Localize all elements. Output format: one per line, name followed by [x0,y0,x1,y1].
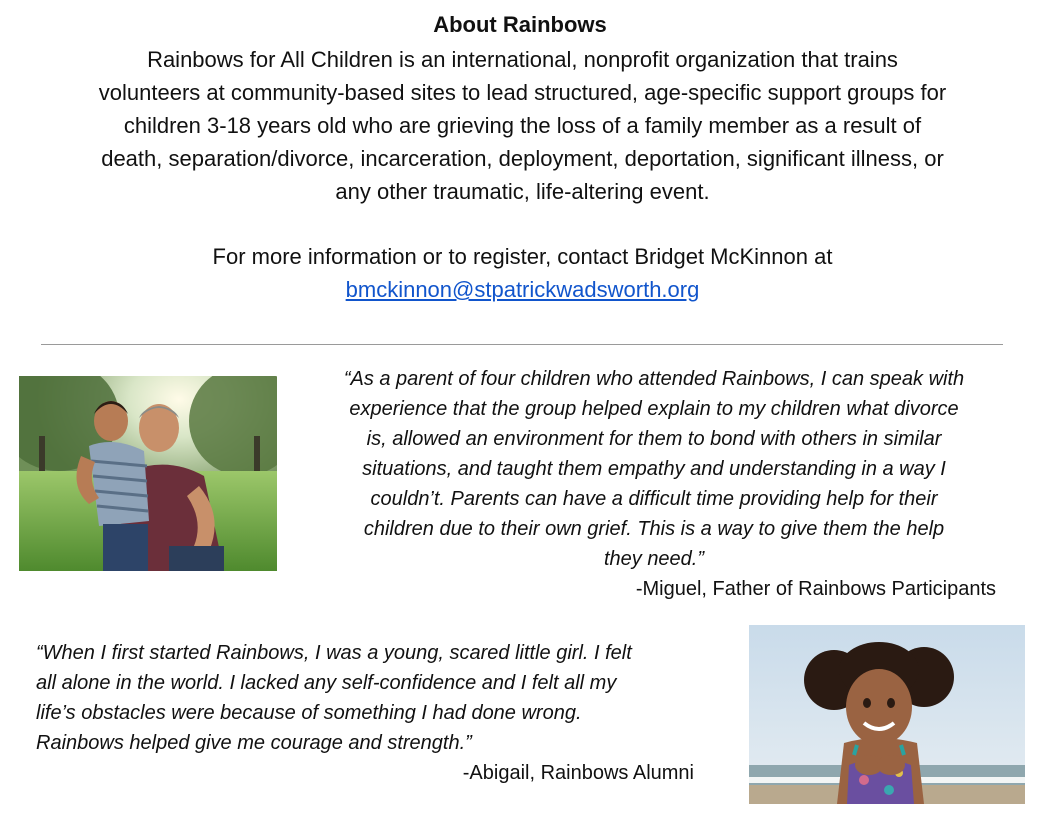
quote-line: children due to their own grief. This is a way to give them the help [363,518,945,540]
about-line: children 3-18 years old who are grieving the loss of a family member as a result of [123,113,922,138]
about-paragraph [30,43,1015,208]
testimonial-quote [36,638,736,758]
quote-line: “When I first started Rainbows, I was a young, scared little girl. I felt [36,642,632,664]
contact-paragraph [30,240,1015,306]
quote-line: they need.” [603,548,705,570]
quote-line: Rainbows helped give me courage and strength.” [36,732,472,754]
email-link[interactable]: bmckinnon@stpatrickwadsworth.org [345,277,700,302]
testimonial-attribution: -Abigail, Rainbows Alumni [462,762,694,784]
smiling-girl-beach-photo [749,625,1025,804]
contact-text: For more information or to register, contact Bridget McKinnon at [212,244,833,269]
quote-line: “As a parent of four children who attended Rainbows, I can speak with [343,368,965,390]
quote-line: couldn’t. Parents can have a difficult time providing help for their [370,488,938,510]
section-divider [41,344,1003,345]
testimonial-quote [295,364,1013,574]
about-line: death, separation/divorce, incarceration, deployment, deportation, significant illness, or [101,146,944,171]
about-line: volunteers at community-based sites to lead structured, age-specific support groups for [98,80,947,105]
testimonial-attribution: -Miguel, Father of Rainbows Participants [635,578,996,600]
about-title: About Rainbows [433,12,607,37]
father-and-son-photo [19,376,277,571]
about-line: any other traumatic, life-altering event. [335,179,710,204]
quote-line: all alone in the world. I lacked any self-confidence and I felt all my [36,672,617,694]
quote-line: situations, and taught them empathy and understanding in a way I [362,458,946,480]
quote-line: experience that the group helped explain to my children what divorce [349,398,959,420]
quote-line: life’s obstacles were because of something I had done wrong. [36,702,582,724]
quote-line: is, allowed an environment for them to bond with others in similar [366,428,942,450]
about-line: Rainbows for All Children is an international, nonprofit organization that trains [147,47,898,72]
